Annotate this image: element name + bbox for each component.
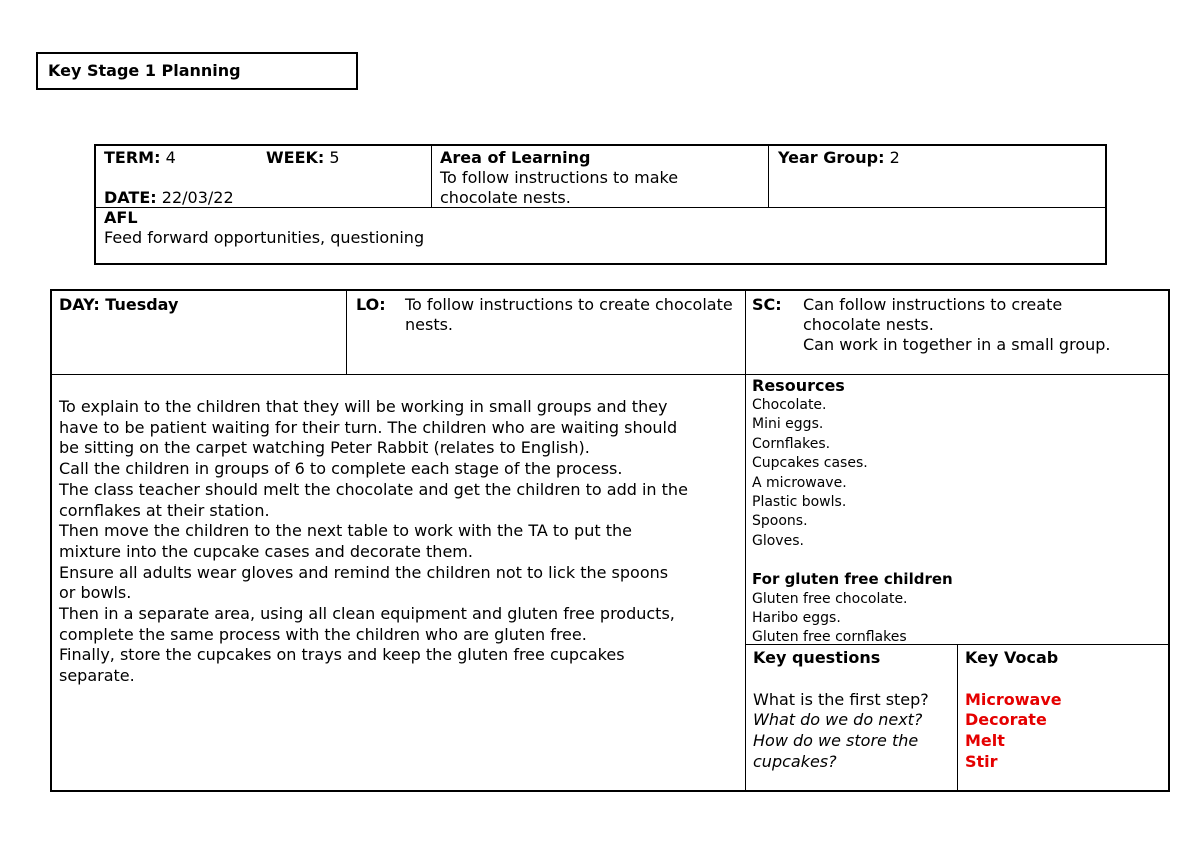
resource-item: Mini eggs. bbox=[752, 416, 824, 433]
afl-text: Feed forward opportunities, questioning bbox=[104, 228, 425, 247]
overview-col-divider-2 bbox=[768, 146, 769, 207]
resource-item: Chocolate. bbox=[752, 397, 827, 413]
sc-line: Can follow instructions to create bbox=[803, 295, 1063, 314]
activity-description bbox=[59, 397, 739, 687]
gluten-free-item: Gluten free chocolate. bbox=[752, 590, 908, 607]
afl-label: AFL bbox=[104, 208, 138, 227]
planning-col-divider-1 bbox=[346, 291, 347, 374]
planning-table bbox=[50, 289, 1170, 792]
resource-item: Spoons. bbox=[752, 513, 808, 530]
planning-row-divider bbox=[52, 374, 1168, 375]
resource-item: Cornflakes. bbox=[752, 435, 831, 452]
gluten-free-item: Gluten free cornflakes bbox=[752, 629, 907, 646]
key-vocab-section bbox=[965, 648, 1165, 773]
activity-line: Then in a separate area, using all clean equipment and gluten free products, bbox=[59, 604, 675, 624]
year-value: 2 bbox=[889, 148, 900, 167]
activity-line: mixture into the cupcake cases and decorate them. bbox=[59, 541, 473, 561]
activity-line: Then move the children to the next table to work with the TA to put the bbox=[59, 521, 632, 541]
year-group-field bbox=[778, 148, 900, 168]
resource-item: Cupcakes cases. bbox=[752, 455, 868, 472]
week-value: 5 bbox=[329, 148, 340, 167]
date-value: 22/03/22 bbox=[161, 188, 234, 207]
activity-line: be sitting on the carpet watching Peter Rabbit (relates to English). bbox=[59, 438, 590, 458]
page-title: Key Stage 1 Planning bbox=[48, 61, 241, 80]
resource-item: A microwave. bbox=[752, 474, 847, 491]
planning-col-divider-2 bbox=[745, 291, 746, 790]
sc-label: SC: bbox=[752, 295, 782, 314]
resources-section bbox=[752, 376, 953, 648]
overview-col-divider-1 bbox=[431, 146, 432, 207]
term-label: TERM: bbox=[104, 148, 161, 167]
key-question: What do we do next? bbox=[753, 710, 923, 730]
activity-line: Call the children in groups of 6 to complete each stage of the process. bbox=[59, 459, 623, 479]
activity-line: or bowls. bbox=[59, 583, 132, 603]
activity-line: complete the same process with the children who are gluten free. bbox=[59, 624, 587, 644]
key-question: cupcakes? bbox=[753, 751, 837, 771]
day-label: DAY: Tuesday bbox=[59, 295, 179, 314]
key-vocab-label: Key Vocab bbox=[965, 648, 1059, 667]
vocab-word: Decorate bbox=[965, 710, 1047, 730]
gluten-free-label: For gluten free children bbox=[752, 570, 953, 589]
sc-line: chocolate nests. bbox=[803, 315, 934, 334]
area-label: Area of Learning bbox=[440, 148, 591, 167]
year-label: Year Group: bbox=[778, 148, 885, 167]
date-label: DATE: bbox=[104, 188, 157, 207]
activity-line: To explain to the children that they will be working in small groups and they bbox=[59, 397, 668, 416]
activity-line: The class teacher should melt the chocolate and get the children to add in the bbox=[59, 479, 688, 499]
vocab-word: Microwave bbox=[965, 689, 1062, 709]
afl-section bbox=[104, 208, 424, 248]
term-field bbox=[104, 148, 176, 168]
term-value: 4 bbox=[165, 148, 176, 167]
key-questions-label: Key questions bbox=[753, 648, 881, 667]
overview-table bbox=[94, 144, 1107, 265]
area-line: To follow instructions to make bbox=[440, 168, 679, 187]
lo-line: nests. bbox=[405, 315, 454, 334]
vocab-word: Melt bbox=[965, 731, 1005, 751]
key-questions-section bbox=[753, 648, 953, 773]
lo-line: To follow instructions to create chocolate bbox=[405, 295, 733, 314]
activity-line: have to be patient waiting for their turn. The children who are waiting should bbox=[59, 417, 678, 437]
resource-item: Gloves. bbox=[752, 532, 804, 549]
title-box bbox=[36, 52, 358, 90]
activity-line: separate. bbox=[59, 666, 135, 686]
week-field bbox=[266, 148, 340, 168]
resource-item: Plastic bowls. bbox=[752, 494, 847, 511]
area-line: chocolate nests. bbox=[440, 188, 571, 207]
vocab-word: Stir bbox=[965, 751, 998, 771]
sc-line: Can work in together in a small group. bbox=[803, 335, 1111, 354]
area-of-learning bbox=[440, 148, 678, 208]
lo-label: LO: bbox=[356, 295, 386, 314]
sc-text bbox=[803, 295, 1110, 355]
week-label: WEEK: bbox=[266, 148, 325, 167]
activity-line: Ensure all adults wear gloves and remind the children not to lick the spoons bbox=[59, 562, 669, 582]
date-field bbox=[104, 188, 234, 208]
activity-line: Finally, store the cupcakes on trays and keep the gluten free cupcakes bbox=[59, 645, 625, 665]
key-question: What is the first step? bbox=[753, 689, 929, 709]
lo-text bbox=[405, 295, 733, 335]
gluten-free-item: Haribo eggs. bbox=[752, 610, 841, 627]
key-question: How do we store the bbox=[753, 731, 919, 751]
resources-label: Resources bbox=[752, 376, 845, 395]
activity-line: cornflakes at their station. bbox=[59, 500, 270, 520]
questions-vocab-divider bbox=[957, 644, 958, 790]
